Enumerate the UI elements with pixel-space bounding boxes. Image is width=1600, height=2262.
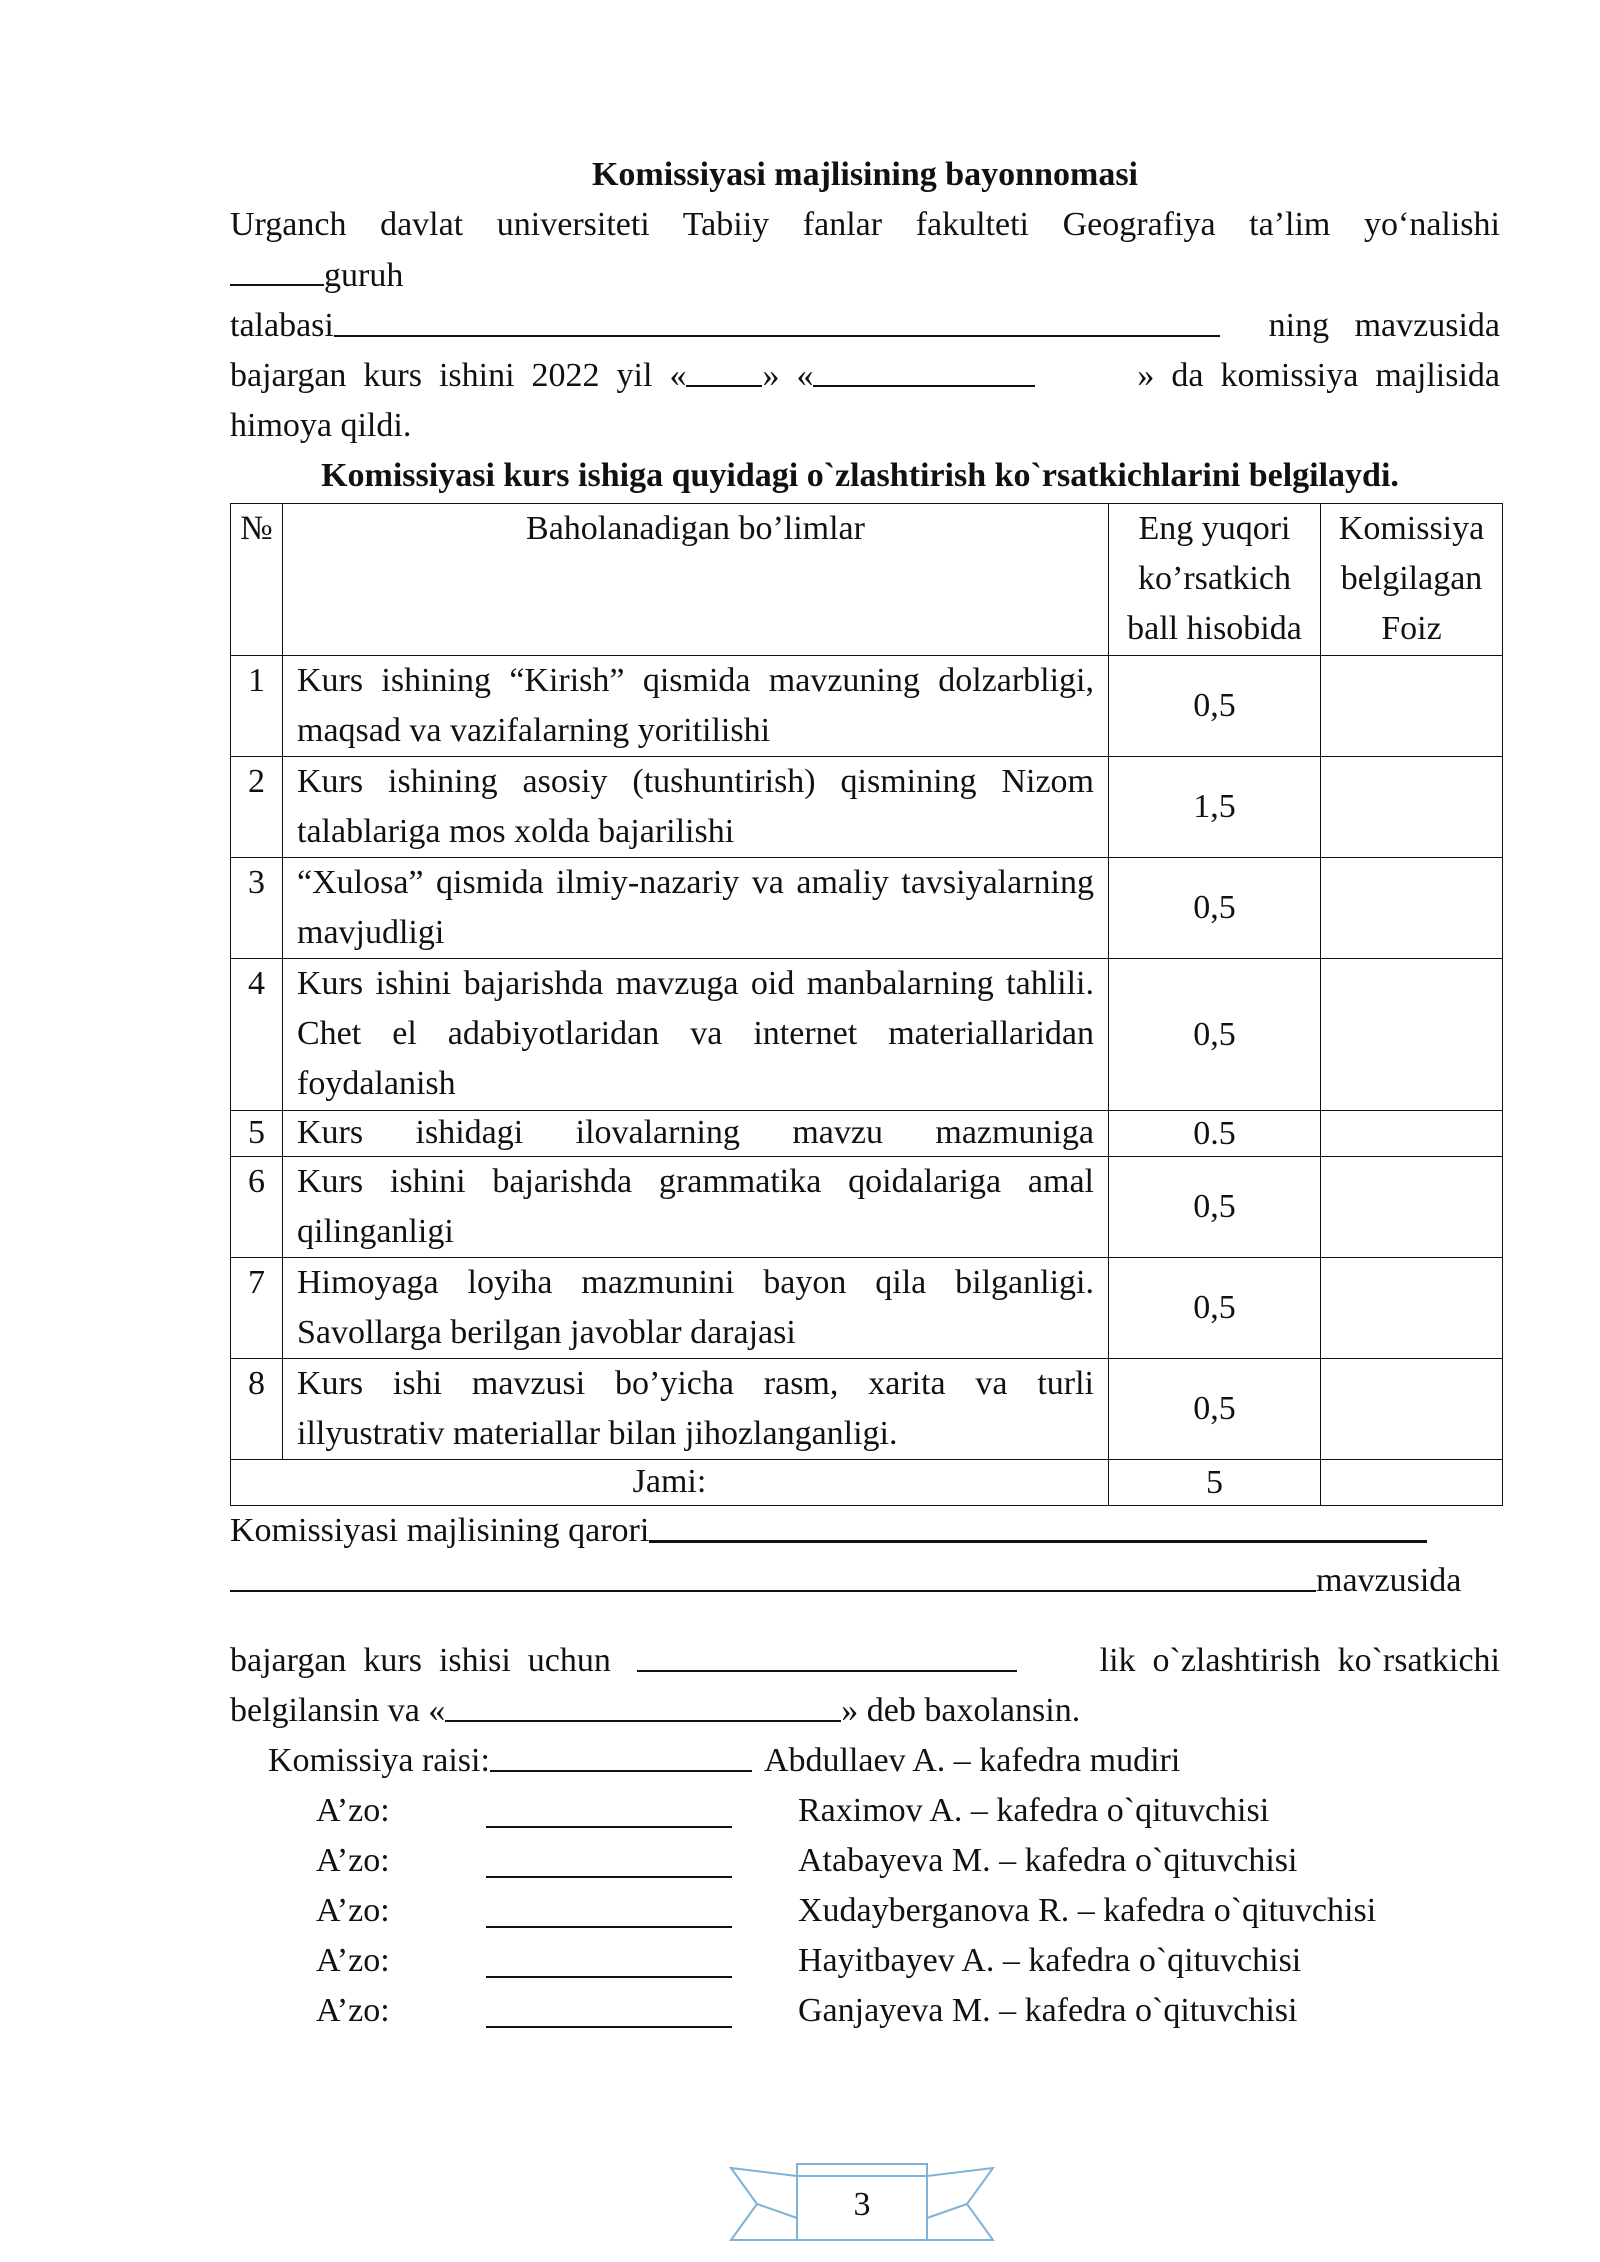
table-row — [231, 656, 1503, 757]
members-list — [316, 1786, 1500, 2036]
intro-line-4 — [230, 351, 1500, 401]
document-page — [230, 150, 1500, 2036]
group-label: guruh — [324, 257, 404, 294]
row-max-score: 0,5 — [1109, 656, 1321, 757]
row-percent-cell[interactable] — [1321, 959, 1503, 1111]
intro-line-2 — [230, 250, 1500, 301]
month-blank[interactable] — [813, 351, 1035, 387]
date-mid: » « — [762, 357, 814, 394]
row-max-score: 0,5 — [1109, 1258, 1321, 1359]
table-total-row — [231, 1460, 1503, 1506]
header-commission-percent: Komissiya belgilagan Foiz — [1321, 504, 1503, 656]
chair-row — [268, 1736, 1500, 1786]
decision-line-4 — [230, 1686, 1500, 1736]
table-title: Komissiyasi kurs ishiga quyidagi o`zlashtirish ko`rsatkichlarini belgilaydi. — [321, 457, 1399, 494]
date-suffix: » da komissiya majlisida — [1137, 357, 1500, 394]
row-section: Kurs ishining asosiy (tushuntirish) qismining Nizom talablariga mos xolda bajarilishi — [283, 757, 1109, 858]
day-blank[interactable] — [686, 351, 762, 387]
evaluation-table — [230, 503, 1503, 1506]
group-blank[interactable] — [230, 250, 324, 286]
member-row — [316, 1836, 1500, 1886]
row-section: Kurs ishini bajarishda mavzuga oid manbalarning tahlili. Chet el adabiyotlaridan va internet materiallaridan foydalanish — [283, 959, 1109, 1111]
row-number: 7 — [231, 1258, 283, 1359]
row-max-score: 1,5 — [1109, 757, 1321, 858]
decision-line-3 — [230, 1636, 1500, 1686]
member-name: Hayitbayev A. – kafedra o`qituvchisi — [798, 1942, 1302, 1979]
topic-label: ning mavzusida — [1268, 307, 1500, 344]
row-percent-cell[interactable] — [1321, 757, 1503, 858]
row-number: 4 — [231, 959, 283, 1111]
row-section: Kurs ishini bajarishda grammatika qoidalariga amal qilinganligi — [283, 1157, 1109, 1258]
member-row — [316, 1886, 1500, 1936]
member-name: Ganjayeva M. – kafedra o`qituvchisi — [798, 1992, 1298, 2029]
chair-name: Abdullaev A. – kafedra mudiri — [763, 1742, 1181, 1779]
member-name: Xudayberganova R. – kafedra o`qituvchisi — [798, 1892, 1377, 1929]
table-row — [231, 1111, 1503, 1157]
member-signature-blank[interactable] — [486, 1836, 732, 1886]
chair-signature-blank[interactable] — [490, 1736, 752, 1772]
date-prefix: bajargan kurs ishini 2022 yil « — [230, 357, 687, 394]
member-signature-blank[interactable] — [486, 1936, 732, 1986]
grade-prefix: belgilansin va « — [230, 1692, 446, 1729]
member-signature-blank[interactable] — [486, 1886, 732, 1936]
grade-suffix: » deb baxolansin. — [841, 1692, 1081, 1729]
decision-line-2 — [230, 1556, 1500, 1606]
score-suffix: lik o`zlashtirish ko`rsatkichi — [1099, 1642, 1500, 1679]
intro-line-3 — [230, 301, 1500, 351]
member-row — [316, 1986, 1500, 2036]
table-row — [231, 1258, 1503, 1359]
table-row — [231, 1157, 1503, 1258]
row-max-score: 0,5 — [1109, 1157, 1321, 1258]
row-section: Himoyaga loyiha mazmunini bayon qila bilganligi. Savollarga berilgan javoblar darajasi — [283, 1258, 1109, 1359]
row-percent-cell[interactable] — [1321, 1359, 1503, 1460]
row-percent-cell[interactable] — [1321, 1111, 1503, 1157]
row-number: 3 — [231, 858, 283, 959]
decision-label: Komissiyasi majlisining qarori — [230, 1512, 650, 1549]
table-row — [231, 959, 1503, 1111]
row-max-score: 0,5 — [1109, 959, 1321, 1111]
decision-topic-blank[interactable] — [230, 1556, 1316, 1592]
page-number-ornament — [727, 2158, 997, 2248]
decision-topic-label: mavzusida — [1316, 1562, 1462, 1599]
total-label: Jami: — [231, 1460, 1109, 1506]
member-signature-blank[interactable] — [486, 1986, 732, 2036]
table-row — [231, 757, 1503, 858]
member-role: A’zo: — [316, 1842, 390, 1879]
student-label: talabasi — [230, 307, 334, 344]
row-percent-cell[interactable] — [1321, 1157, 1503, 1258]
row-percent-cell[interactable] — [1321, 858, 1503, 959]
member-row — [316, 1786, 1500, 1836]
row-section: Kurs ishining “Kirish” qismida mavzuning dolzarbligi, maqsad va vazifalarning yoritilishi — [283, 656, 1109, 757]
row-percent-cell[interactable] — [1321, 1258, 1503, 1359]
decision-line-1 — [230, 1506, 1500, 1556]
row-section: “Xulosa” qismida ilmiy-nazariy va amaliy tavsiyalarning mavjudligi — [283, 858, 1109, 959]
grade-blank[interactable] — [445, 1686, 841, 1722]
row-number: 6 — [231, 1157, 283, 1258]
table-header-row — [231, 504, 1503, 656]
intro-line-1: Urganch davlat universiteti Tabiiy fanlar fakulteti Geografiya ta’lim yo‘nalishi — [230, 206, 1500, 243]
row-max-score: 0,5 — [1109, 1359, 1321, 1460]
chair-label: Komissiya raisi: — [268, 1742, 490, 1779]
row-section: Kurs ishi mavzusi bo’yicha rasm, xarita va turli illyustrativ materiallar bilan jihozlanganligi. — [283, 1359, 1109, 1460]
table-row — [231, 858, 1503, 959]
row-percent-cell[interactable] — [1321, 656, 1503, 757]
row-max-score: 0.5 — [1109, 1111, 1321, 1157]
header-sections: Baholanadigan bo’limlar — [283, 504, 1109, 656]
header-number: № — [231, 504, 283, 656]
decision-blank[interactable] — [649, 1506, 1427, 1543]
score-prefix: bajargan kurs ishisi uchun — [230, 1642, 611, 1679]
student-name-blank[interactable] — [334, 301, 1220, 337]
table-row — [231, 1359, 1503, 1460]
row-max-score: 0,5 — [1109, 858, 1321, 959]
document-title: Komissiyasi majlisining bayonnomasi — [591, 156, 1138, 193]
row-number: 8 — [231, 1359, 283, 1460]
page-number: 3 — [853, 2186, 871, 2223]
intro-line-5: himoya qildi. — [230, 407, 412, 444]
score-blank[interactable] — [637, 1636, 1017, 1672]
member-row — [316, 1936, 1500, 1986]
member-role: A’zo: — [316, 1892, 390, 1929]
header-max-score: Eng yuqori ko’rsatkich ball hisobida — [1109, 504, 1321, 656]
row-number: 2 — [231, 757, 283, 858]
row-number: 5 — [231, 1111, 283, 1157]
member-name: Atabayeva M. – kafedra o`qituvchisi — [798, 1842, 1298, 1879]
member-signature-blank[interactable] — [486, 1786, 732, 1836]
member-role: A’zo: — [316, 1942, 390, 1979]
total-percent-cell[interactable] — [1321, 1460, 1503, 1506]
member-name: Raximov A. – kafedra o`qituvchisi — [798, 1792, 1270, 1829]
total-value: 5 — [1109, 1460, 1321, 1506]
member-role: A’zo: — [316, 1992, 390, 2029]
member-role: A’zo: — [316, 1792, 390, 1829]
row-section: Kurs ishidagi ilovalarning mavzu mazmuniga — [283, 1111, 1109, 1157]
row-number: 1 — [231, 656, 283, 757]
